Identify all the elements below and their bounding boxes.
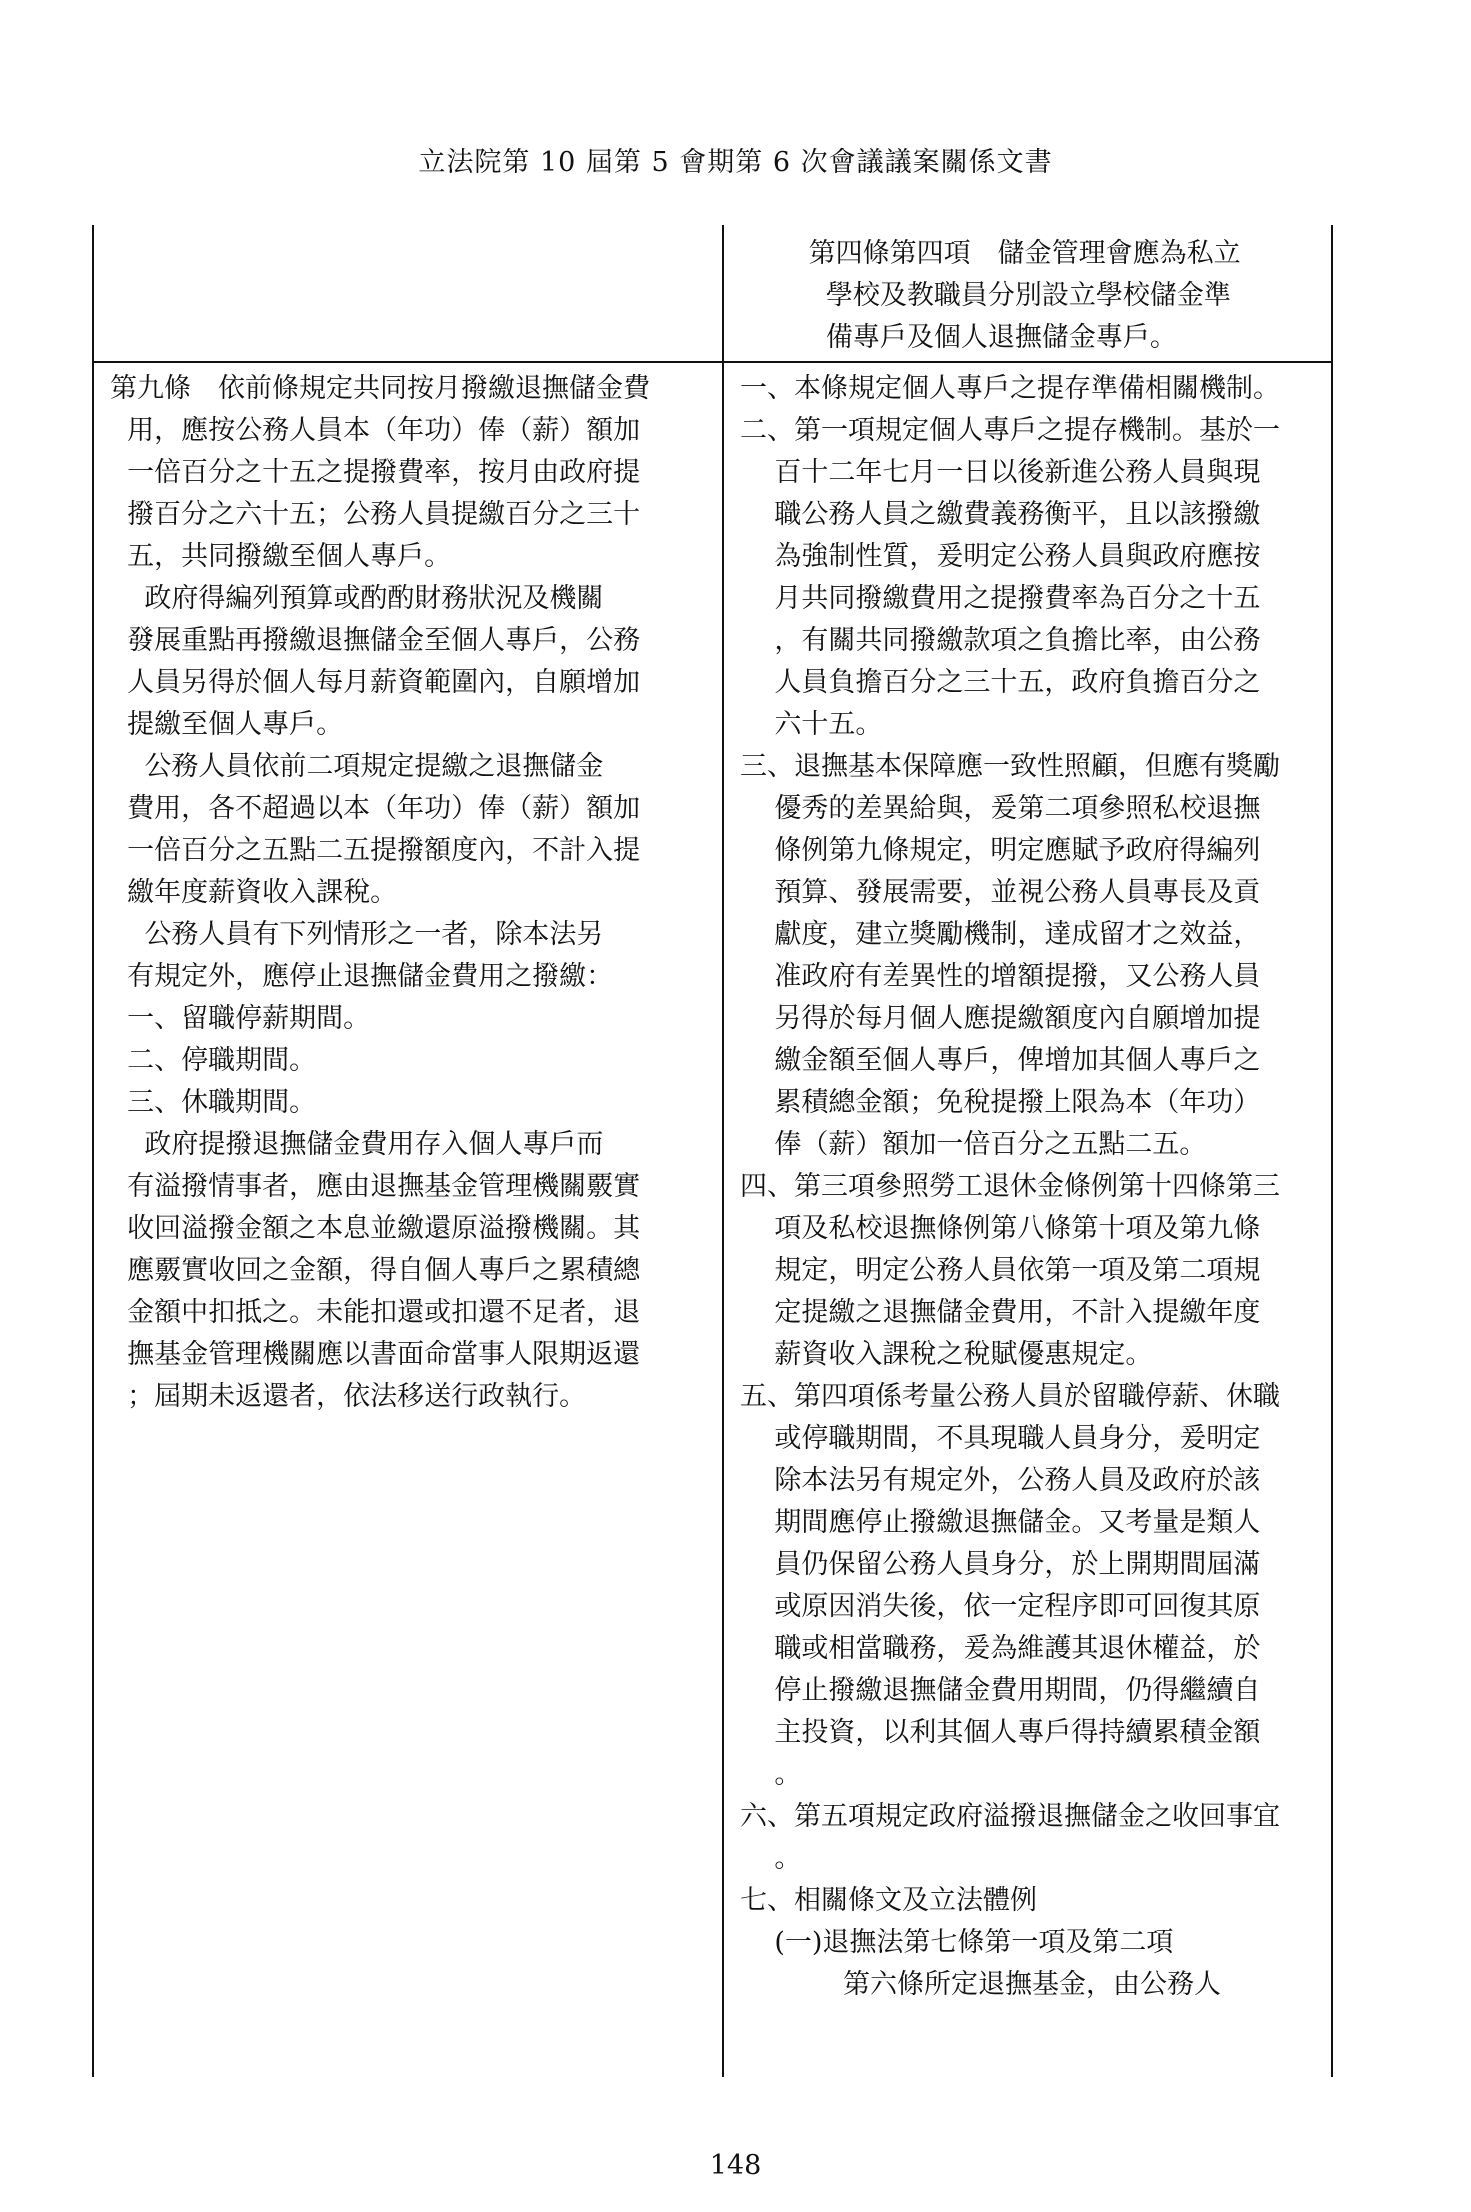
explanation-text-line: 獻度，建立獎勵機制，達成留才之效益， [740,919,1261,950]
article-text-line: 二、停職期間。 [110,1045,317,1076]
explanation-text-line: 月共同撥繳費用之提撥費率為百分之十五 [740,583,1261,614]
article-text-line: 應覈實收回之金額，得自個人專戶之累積總 [110,1255,641,1286]
explanation-text-line: 七、相關條文及立法體例 [740,1885,1037,1916]
explanation-text-line: 項及私校退撫條例第八條第十項及第九條 [740,1213,1261,1244]
explanation-text-line: 期間應停止撥繳退撫儲金。又考量是類人 [740,1507,1261,1538]
explanation-text-line: 四、第三項參照勞工退休金條例第十四條第三 [740,1171,1280,1202]
explanation-text-line: (一)退撫法第七條第一項及第二項 [740,1927,1174,1958]
table-column-divider [722,225,724,2077]
article-text-line: 政府提撥退撫儲金費用存入個人專戶而 [110,1129,604,1160]
article-text-line: 政府得編列預算或酌酌財務狀況及機關 [110,583,604,614]
explanation-text-line: 人員負擔百分之三十五，政府負擔百分之 [740,667,1261,698]
article-text-line: 撥百分之六十五；公務人員提繳百分之三十 [110,499,641,530]
article-text-line: 收回溢撥金額之本息並繳還原溢撥機關。其 [110,1213,641,1244]
explanation-text-line: 二、第一項規定個人專戶之提存機制。基於一 [740,415,1280,446]
article-text-line: 公務人員依前二項規定提繳之退撫儲金 [110,751,604,782]
explanation-text-line: 規定，明定公務人員依第一項及第二項規 [740,1255,1261,1286]
explanation-text-line: 三、退撫基本保障應一致性照顧，但應有獎勵 [740,751,1280,782]
article-text-line: 有溢撥情事者，應由退撫基金管理機關覈實 [110,1171,641,1202]
article-text-line: 發展重點再撥繳退撫儲金至個人專戶，公務 [110,625,641,656]
explanation-text-line: 五、第四項係考量公務人員於留職停薪、休職 [740,1381,1280,1412]
table-right-border [1331,225,1333,2077]
explanation-text-line: 六十五。 [740,709,883,740]
explanation-text-line: 累積總金額；免稅提撥上限為本（年功） [740,1087,1261,1118]
article-text-line: 撫基金管理機關應以書面命當事人限期返還 [110,1339,641,1370]
explanation-text-line: 為強制性質，爰明定公務人員與政府應按 [740,541,1261,572]
page-number: 148 [709,2150,762,2181]
page-header-title: 立法院第 10 屆第 5 會期第 6 次會議議案關係文書 [418,147,1053,178]
explanation-text-line: 職或相當職務，爰為維護其退休權益，於 [740,1633,1261,1664]
explanation-text-line: 薪資收入課稅之稅賦優惠規定。 [740,1339,1153,1370]
article-text-line: 費用，各不超過以本（年功）俸（薪）額加 [110,793,641,824]
article-text-line: 第九條 依前條規定共同按月撥繳退撫儲金費 [110,373,650,404]
explanation-text-line: 或停職期間，不具現職人員身分，爰明定 [740,1423,1261,1454]
explanation-text-line: 第六條所定退撫基金，由公務人 [740,1969,1221,2000]
explanation-text-line: 六、第五項規定政府溢撥退撫儲金之收回事宜 [740,1801,1280,1832]
article-text-line: 提繳至個人專戶。 [110,709,344,740]
explanation-text-line: 另得於每月個人應提繳額度內自願增加提 [740,1003,1261,1034]
explanation-text-line: 一、本條規定個人專戶之提存準備相關機制。 [740,373,1280,404]
explanation-text-line: 條例第九條規定，明定應賦予政府得編列 [740,835,1261,866]
explanation-text-line: 。 [740,1759,802,1790]
article-text-line: 五，共同撥繳至個人專戶。 [110,541,452,572]
explanation-text-line: 。 [740,1843,802,1874]
article-text-line: 公務人員有下列情形之一者，除本法另 [110,919,604,950]
row1-right-text-line: 備專戶及個人退撫儲金專戶。 [740,322,1177,353]
article-text-line: 人員另得於個人每月薪資範圍內，自願增加 [110,667,641,698]
explanation-text-line: 百十二年七月一日以後新進公務人員與現 [740,457,1261,488]
row2-right-cell [740,368,1322,2006]
explanation-text-line: 俸（薪）額加一倍百分之五點二五。 [740,1129,1207,1160]
explanation-text-line: ，有關共同撥繳款項之負擔比率，由公務 [740,625,1261,656]
explanation-text-line: 或原因消失後，依一定程序即可回復其原 [740,1591,1261,1622]
row1-right-text-line: 學校及教職員分別設立學校儲金準 [740,280,1231,311]
explanation-text-line: 繳金額至個人專戶，俾增加其個人專戶之 [740,1045,1261,1076]
article-text-line: 金額中扣抵之。未能扣還或扣還不足者，退 [110,1297,641,1328]
article-text-line: 一倍百分之五點二五提撥額度內，不計入提 [110,835,641,866]
table-left-border [92,225,94,2077]
explanation-text-line: 定提繳之退撫儲金費用，不計入提繳年度 [740,1297,1261,1328]
article-text-line: 一倍百分之十五之提撥費率，按月由政府提 [110,457,641,488]
explanation-text-line: 員仍保留公務人員身分，於上開期間屆滿 [740,1549,1261,1580]
article-text-line: 一、留職停薪期間。 [110,1003,371,1034]
explanation-text-line: 職公務人員之繳費義務衡平，且以該撥繳 [740,499,1261,530]
article-text-line: 繳年度薪資收入課稅。 [110,877,398,908]
table-row-divider [92,361,1333,363]
explanation-text-line: 除本法另有規定外，公務人員及政府於該 [740,1465,1261,1496]
explanation-text-line: 預算、發展需要，並視公務人員專長及貢 [740,877,1261,908]
row1-right-cell [740,233,1322,359]
explanation-text-line: 准政府有差異性的增額提撥，又公務人員 [740,961,1261,992]
row2-left-cell [110,368,710,1418]
article-text-line: ；屆期未返還者，依法移送行政執行。 [110,1381,587,1412]
explanation-text-line: 優秀的差異給與，爰第二項參照私校退撫 [740,793,1261,824]
row1-right-text-line: 第四條第四項 儲金管理會應為私立 [740,238,1241,269]
explanation-text-line: 主投資，以利其個人專戶得持續累積金額 [740,1717,1261,1748]
article-text-line: 用，應按公務人員本（年功）俸（薪）額加 [110,415,641,446]
article-text-line: 三、休職期間。 [110,1087,317,1118]
explanation-text-line: 停止撥繳退撫儲金費用期間，仍得繼續自 [740,1675,1261,1706]
comparison-table [92,225,1333,2077]
article-text-line: 有規定外，應停止退撫儲金費用之撥繳： [110,961,614,992]
